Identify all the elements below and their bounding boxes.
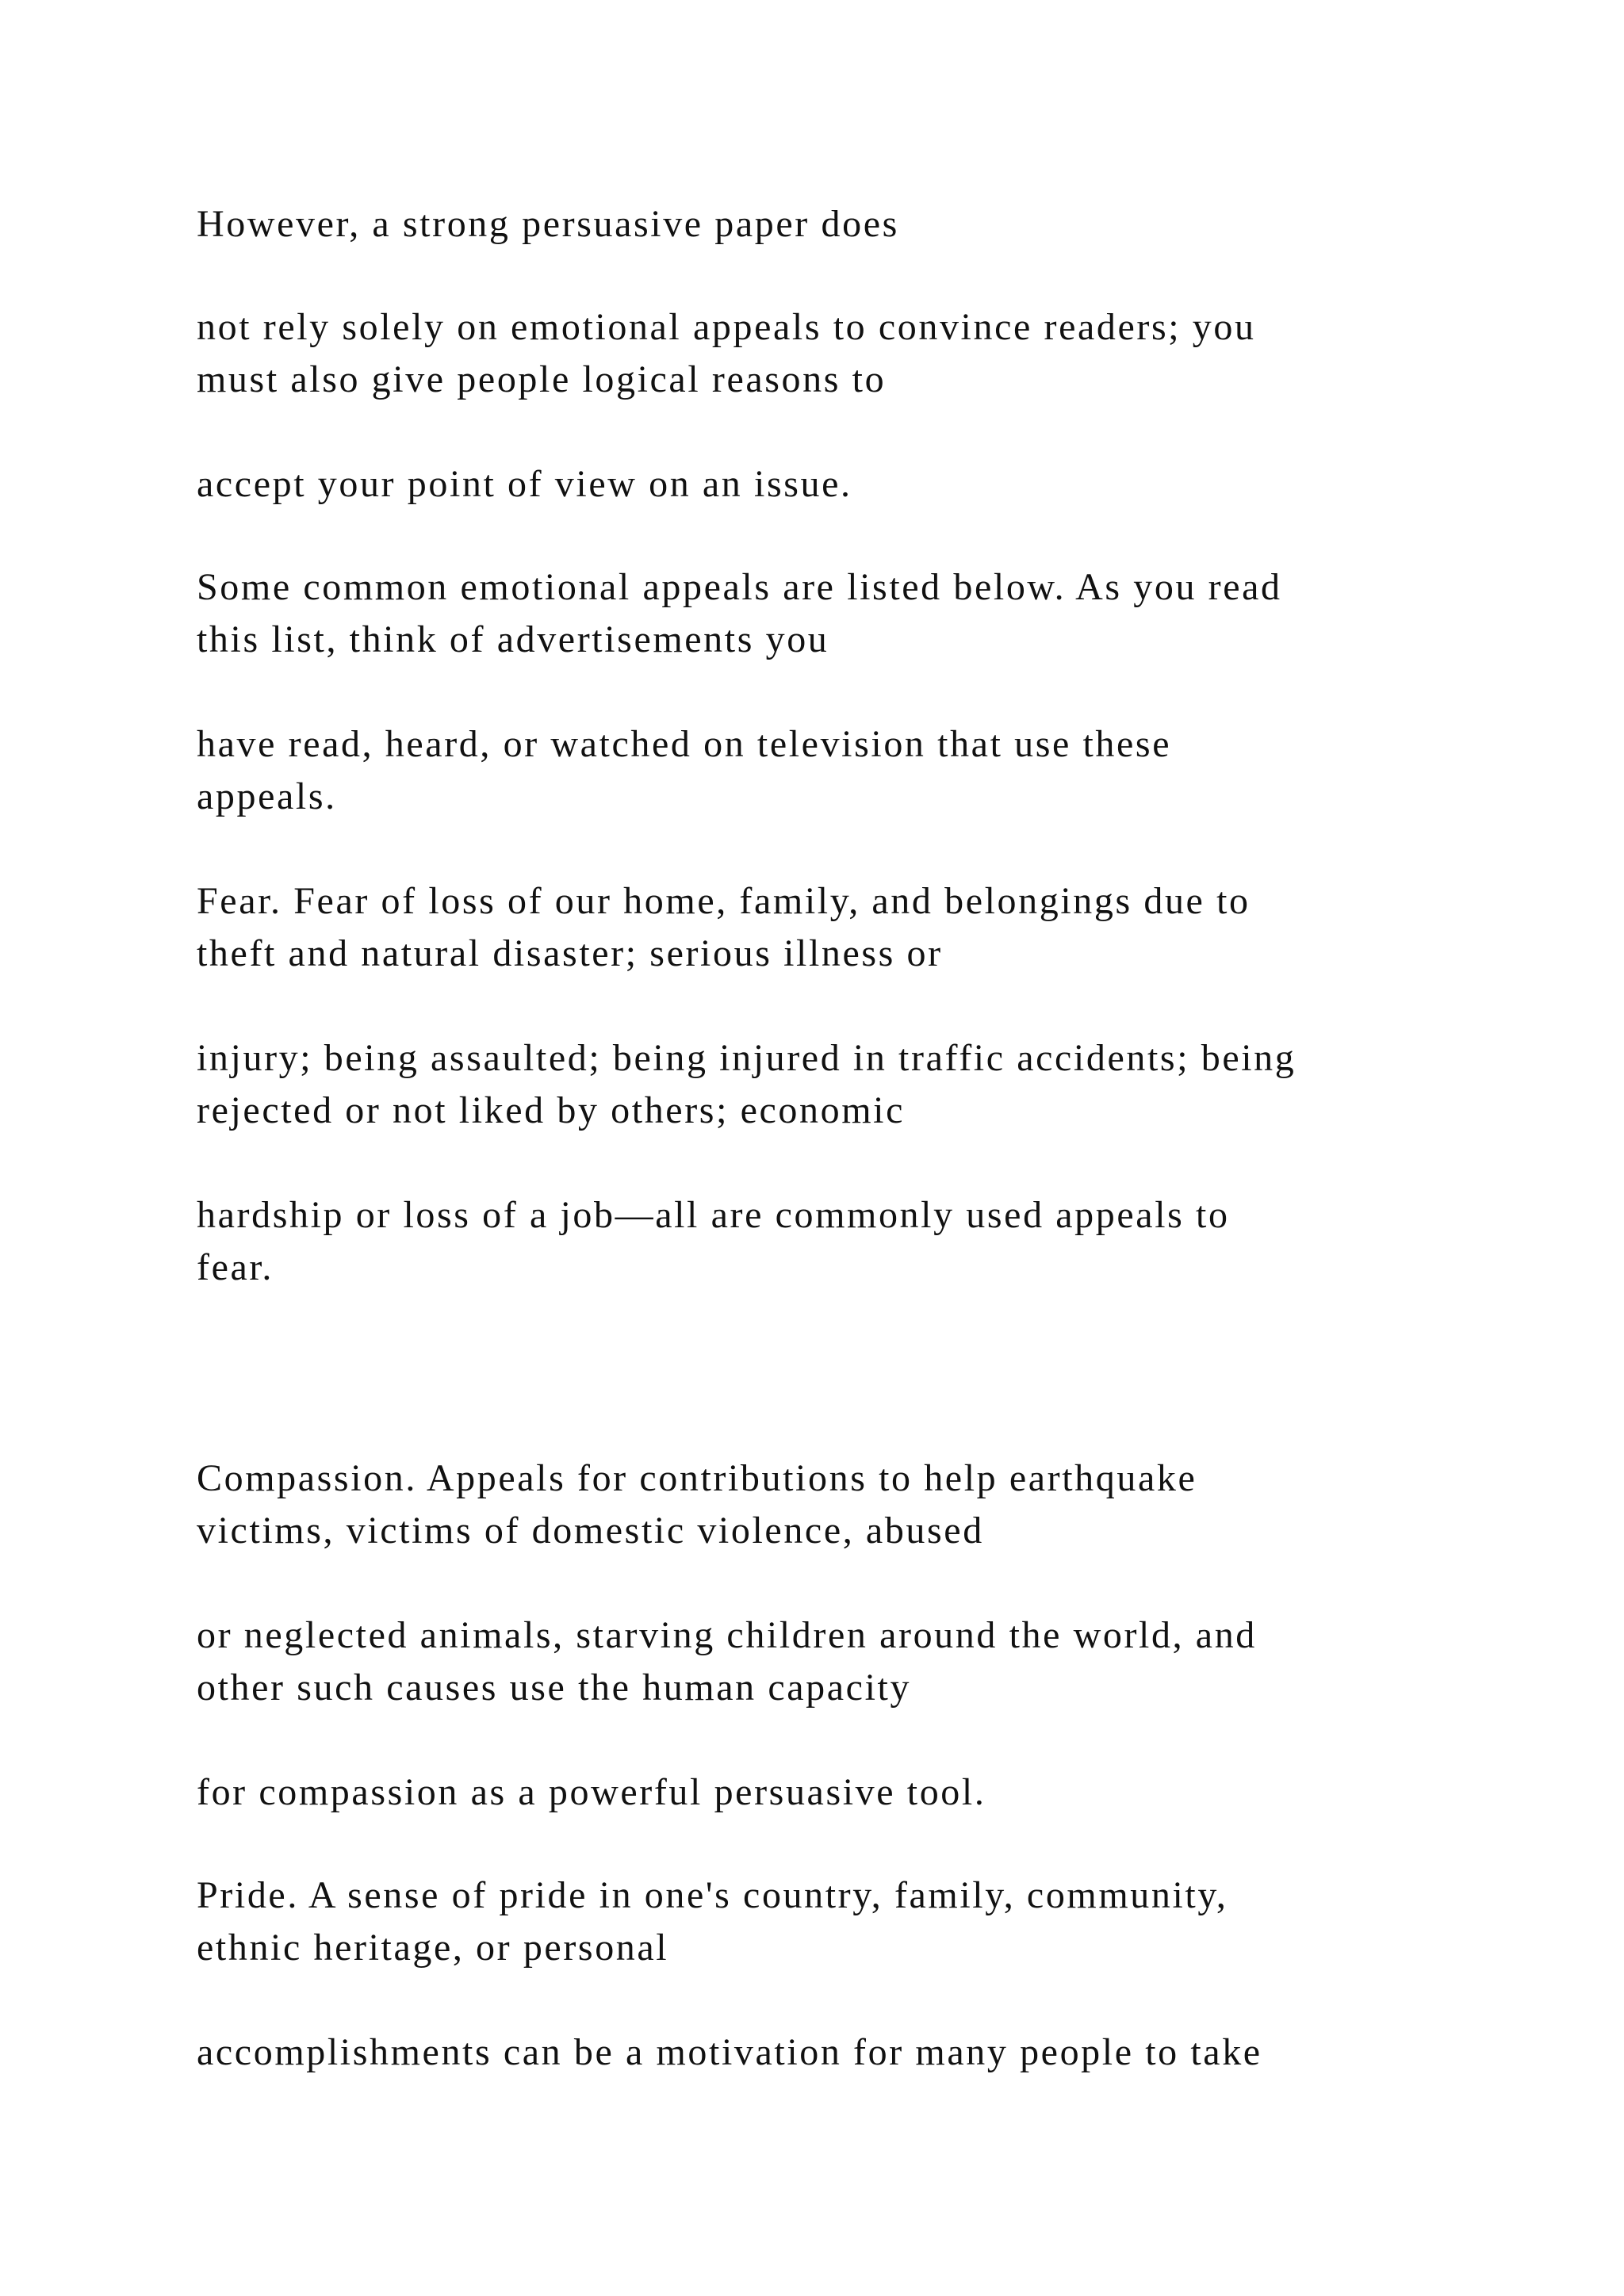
paragraph: Pride. A sense of pride in one's country, family, community, ethnic heritage, or personal bbox=[197, 1874, 1228, 1969]
paragraph: or neglected animals, starving children around the world, and other such causes use the human capacity bbox=[197, 1614, 1257, 1709]
paragraph: injury; being assaulted; being injured in traffic accidents; being rejected or not liked by others; economic bbox=[197, 1037, 1297, 1131]
paragraph: accomplishments can be a motivation for many people to take bbox=[197, 2031, 1262, 2073]
paragraph: Compassion. Appeals for contributions to help earthquake victims, victims of domestic violence, abused bbox=[197, 1457, 1197, 1552]
paragraph: Some common emotional appeals are listed below. As you read this list, think of advertisements you bbox=[197, 566, 1282, 660]
paragraph: have read, heard, or watched on television that use these appeals. bbox=[197, 723, 1172, 817]
paragraph: for compassion as a powerful persuasive tool. bbox=[197, 1771, 986, 1813]
paragraph: However, a strong persuasive paper does bbox=[197, 203, 899, 245]
paragraph: hardship or loss of a job—all are commonly used appeals to fear. bbox=[197, 1194, 1230, 1288]
paragraph: accept your point of view on an issue. bbox=[197, 463, 852, 505]
paragraph: Fear. Fear of loss of our home, family, and belongings due to theft and natural disaster; serious illness or bbox=[197, 880, 1251, 974]
paragraph: not rely solely on emotional appeals to convince readers; you must also give people logical reasons to bbox=[197, 306, 1256, 400]
